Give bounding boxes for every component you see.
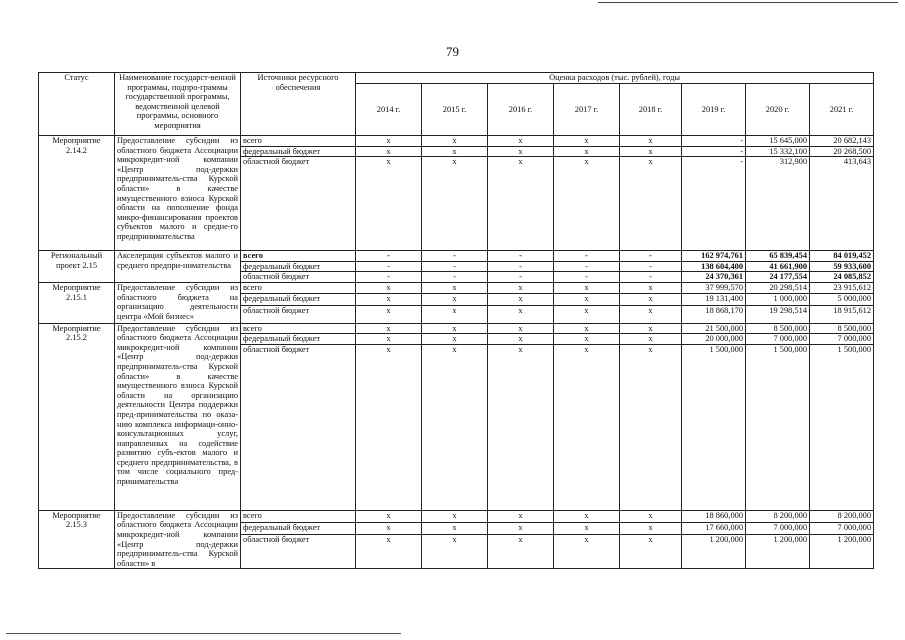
row-value: x xyxy=(422,157,488,251)
row-value: x xyxy=(422,136,488,147)
row-value: 24 085,852 xyxy=(810,272,874,283)
row-value: 18 915,612 xyxy=(810,305,874,323)
row-value: x xyxy=(620,293,682,305)
header-year: 2020 г. xyxy=(746,84,810,136)
header-year: 2021 г. xyxy=(810,84,874,136)
row-value: 84 019,452 xyxy=(810,251,874,262)
row-value: x xyxy=(554,136,620,147)
row-value: x xyxy=(488,334,554,345)
row-value: 20 298,514 xyxy=(746,282,810,293)
row-value: - xyxy=(554,261,620,272)
row-value: - xyxy=(488,251,554,262)
row-value: 138 604,400 xyxy=(682,261,746,272)
row-value: 24 370,361 xyxy=(682,272,746,283)
row-source: областной бюджет xyxy=(241,534,356,568)
row-value: 1 000,000 xyxy=(746,293,810,305)
row-value: x xyxy=(422,344,488,510)
header-year: 2019 г. xyxy=(682,84,746,136)
row-value: - xyxy=(620,261,682,272)
row-value: 19 131,400 xyxy=(682,293,746,305)
row-value: - xyxy=(488,261,554,272)
row-program-name: Предоставление субсидии из областного бюджета Ассоциации микрокредит-ной компании «Центр под-держки предприниматель-ства Курской области» в xyxy=(115,510,241,569)
row-value: x xyxy=(554,534,620,568)
row-value: - xyxy=(554,251,620,262)
row-value: 8 500,000 xyxy=(746,323,810,334)
row-value: 1 200,000 xyxy=(810,534,874,568)
row-value: x xyxy=(356,282,422,293)
row-value: x xyxy=(356,146,422,157)
table-row xyxy=(39,251,874,262)
row-value: 7 000,000 xyxy=(746,522,810,534)
row-value: 21 500,000 xyxy=(682,323,746,334)
row-value: x xyxy=(620,334,682,345)
row-value: x xyxy=(356,510,422,522)
row-value: x xyxy=(488,344,554,510)
row-value: x xyxy=(356,293,422,305)
row-value: x xyxy=(356,323,422,334)
row-value: - xyxy=(356,261,422,272)
header-status: Статус xyxy=(39,73,115,136)
row-value: 5 000,000 xyxy=(810,293,874,305)
row-source: федеральный бюджет xyxy=(241,334,356,345)
row-source: всего xyxy=(241,323,356,334)
row-value: x xyxy=(422,305,488,323)
header-year: 2014 г. xyxy=(356,84,422,136)
row-value: x xyxy=(620,534,682,568)
row-value: 19 298,514 xyxy=(746,305,810,323)
row-value: x xyxy=(356,334,422,345)
row-value: x xyxy=(356,522,422,534)
row-source: областной бюджет xyxy=(241,157,356,251)
row-value: 18 868,170 xyxy=(682,305,746,323)
row-value: - xyxy=(682,146,746,157)
row-value: - xyxy=(422,251,488,262)
row-value: x xyxy=(488,510,554,522)
header-year: 2018 г. xyxy=(620,84,682,136)
row-value: 65 839,454 xyxy=(746,251,810,262)
budget-table xyxy=(38,72,874,569)
row-value: 1 500,000 xyxy=(682,344,746,510)
row-value: 7 000,000 xyxy=(810,334,874,345)
row-value: x xyxy=(554,510,620,522)
row-program-name: Предоставление субсидии из областного бюджета Ассоциации микрокредит-ной компании «Центр под-держки предприниматель-ства Курской области» в качестве имущественного взноса Курской области на пополнение фонда микро-финансирования проектов субъектов малого и средне-го предпринимательства xyxy=(115,136,241,251)
page-number: 79 xyxy=(446,44,459,59)
row-value: 23 915,612 xyxy=(810,282,874,293)
row-value: - xyxy=(554,272,620,283)
row-value: 37 999,570 xyxy=(682,282,746,293)
row-program-name: Предоставление субсидии из областного бюджета Ассоциации микрокредит-ной компании «Центр под-держки предприниматель-ства Курской области» в качестве имущественного взноса Курской области на организацию деятельности Центра поддержки пред-принимательства по оказа-нию комплекса информаци-онно-консультационных услуг, направленных на содействие развитию субъ-ектов малого и среднего предпринимательства, в том числе социального пред-принимательства xyxy=(115,323,241,510)
row-value: x xyxy=(620,157,682,251)
table-row xyxy=(39,282,874,293)
row-value: x xyxy=(554,293,620,305)
row-value: x xyxy=(356,344,422,510)
row-value: 15 645,000 xyxy=(746,136,810,147)
row-source: всего xyxy=(241,510,356,522)
row-value: x xyxy=(620,323,682,334)
row-value: x xyxy=(620,282,682,293)
row-value: x xyxy=(620,136,682,147)
row-program-name: Предоставление субсидии из областного бюджета на организацию деятельности центра «Мой бизнес» xyxy=(115,282,241,323)
row-value: x xyxy=(422,534,488,568)
row-value: x xyxy=(488,323,554,334)
header-program-name: Наименование государст-венной программы, подпро-граммы государственной программы, ведомственной целевой программы, основного мероприятия xyxy=(115,73,241,136)
row-value: x xyxy=(356,136,422,147)
row-value: 24 177,554 xyxy=(746,272,810,283)
row-status: Мероприятие 2.15.2 xyxy=(39,323,115,510)
bottom-rule xyxy=(6,633,401,634)
row-value: 1 500,000 xyxy=(810,344,874,510)
row-status: Мероприятие 2.14.2 xyxy=(39,136,115,251)
row-value: 1 200,000 xyxy=(746,534,810,568)
row-value: x xyxy=(554,282,620,293)
row-value: - xyxy=(422,261,488,272)
row-value: 41 661,900 xyxy=(746,261,810,272)
header-row xyxy=(39,73,874,84)
row-value: 413,643 xyxy=(810,157,874,251)
row-value: - xyxy=(682,136,746,147)
row-source: областной бюджет xyxy=(241,344,356,510)
row-value: x xyxy=(422,510,488,522)
header-sources: Источники ресурсного обеспечения xyxy=(241,73,356,136)
row-value: x xyxy=(620,510,682,522)
row-value: x xyxy=(554,323,620,334)
row-value: x xyxy=(488,293,554,305)
row-source: областной бюджет xyxy=(241,272,356,283)
row-value: x xyxy=(488,305,554,323)
row-source: областной бюджет xyxy=(241,305,356,323)
row-source: всего xyxy=(241,136,356,147)
table-row xyxy=(39,510,874,522)
row-value: 7 000,000 xyxy=(746,334,810,345)
row-value: - xyxy=(620,251,682,262)
row-source: федеральный бюджет xyxy=(241,293,356,305)
row-value: x xyxy=(422,282,488,293)
row-value: 18 860,000 xyxy=(682,510,746,522)
row-value: 1 200,000 xyxy=(682,534,746,568)
row-value: x xyxy=(488,146,554,157)
row-value: x xyxy=(488,522,554,534)
header-year: 2016 г. xyxy=(488,84,554,136)
header-year: 2017 г. xyxy=(554,84,620,136)
row-value: x xyxy=(488,136,554,147)
row-value: x xyxy=(620,522,682,534)
row-status: Мероприятие 2.15.1 xyxy=(39,282,115,323)
row-value: - xyxy=(356,251,422,262)
header-estimate: Оценка расходов (тыс. рублей), годы xyxy=(356,73,874,84)
row-value: 7 000,000 xyxy=(810,522,874,534)
row-value: 59 933,600 xyxy=(810,261,874,272)
row-value: x xyxy=(554,305,620,323)
row-value: x xyxy=(620,344,682,510)
row-value: x xyxy=(422,146,488,157)
row-source: федеральный бюджет xyxy=(241,261,356,272)
row-value: x xyxy=(356,305,422,323)
header-year: 2015 г. xyxy=(422,84,488,136)
row-value: 15 332,100 xyxy=(746,146,810,157)
row-value: 1 500,000 xyxy=(746,344,810,510)
table-row xyxy=(39,136,874,147)
row-value: 17 660,000 xyxy=(682,522,746,534)
row-value: 8 200,000 xyxy=(810,510,874,522)
row-value: x xyxy=(422,323,488,334)
row-value: 20 268,500 xyxy=(810,146,874,157)
row-value: x xyxy=(620,146,682,157)
row-value: x xyxy=(620,305,682,323)
table-row xyxy=(39,323,874,334)
row-value: 162 974,761 xyxy=(682,251,746,262)
row-value: x xyxy=(422,334,488,345)
row-value: x xyxy=(422,522,488,534)
row-source: всего xyxy=(241,251,356,262)
row-status: Мероприятие 2.15.3 xyxy=(39,510,115,569)
row-source: федеральный бюджет xyxy=(241,146,356,157)
row-value: x xyxy=(488,282,554,293)
row-value: x xyxy=(554,157,620,251)
row-program-name: Акселерация субъектов малого и среднего предпри-нимательства xyxy=(115,251,241,283)
row-value: x xyxy=(488,157,554,251)
row-value: 312,900 xyxy=(746,157,810,251)
row-value: - xyxy=(682,157,746,251)
row-value: 8 500,000 xyxy=(810,323,874,334)
row-value: - xyxy=(422,272,488,283)
row-value: 20 000,000 xyxy=(682,334,746,345)
top-rule xyxy=(598,2,898,3)
row-value: x xyxy=(554,334,620,345)
row-value: x xyxy=(356,157,422,251)
row-value: - xyxy=(356,272,422,283)
row-value: x xyxy=(554,146,620,157)
row-status: Региональный проект 2.15 xyxy=(39,251,115,283)
row-source: всего xyxy=(241,282,356,293)
row-value: x xyxy=(488,534,554,568)
row-source: федеральный бюджет xyxy=(241,522,356,534)
row-value: x xyxy=(554,522,620,534)
row-value: 8 200,000 xyxy=(746,510,810,522)
row-value: - xyxy=(620,272,682,283)
row-value: 20 682,143 xyxy=(810,136,874,147)
row-value: x xyxy=(356,534,422,568)
row-value: x xyxy=(554,344,620,510)
row-value: - xyxy=(488,272,554,283)
row-value: x xyxy=(422,293,488,305)
